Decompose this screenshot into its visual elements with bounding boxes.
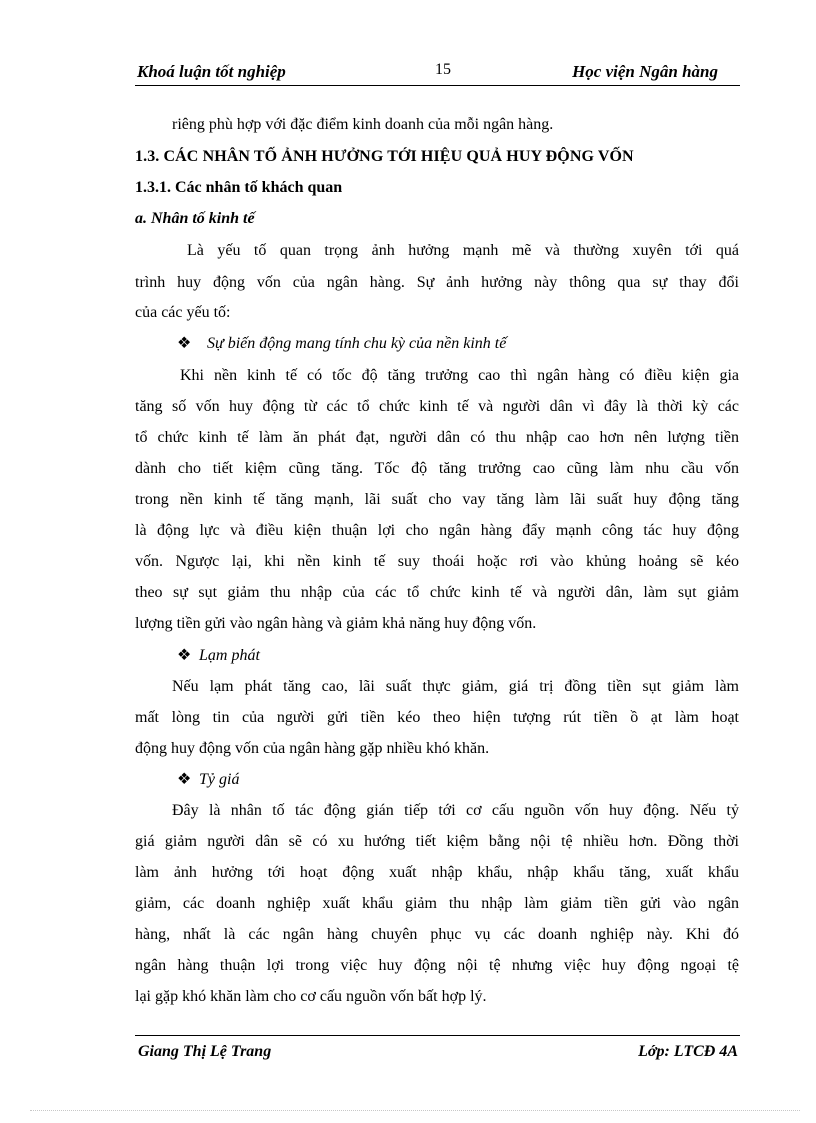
paragraph-line: dành cho tiết kiệm cũng tăng. Tốc độ tăng trưởng cao cũng làm nhu cầu vốn: [135, 460, 739, 477]
page-number: 15: [435, 61, 451, 78]
footer-rule: [135, 1035, 740, 1036]
header-thesis-title: Khoá luận tốt nghiệp: [137, 62, 286, 81]
footer-class: Lớp: LTCĐ 4A: [638, 1043, 738, 1060]
paragraph-line: lại gặp khó khăn làm cho cơ cấu nguồn vốn bất hợp lý.: [135, 988, 487, 1005]
page-footer: [135, 1043, 740, 1067]
paragraph-line: riêng phù hợp với đặc điểm kinh doanh của mỗi ngân hàng.: [172, 116, 554, 133]
header-rule: [135, 85, 740, 86]
paragraph-line: Khi nền kinh tế có tốc độ tăng trưởng cao thì ngân hàng có điều kiện gia: [180, 367, 739, 384]
bullet-text: Tỷ giá: [199, 771, 240, 788]
paragraph-line: Nếu lạm phát tăng cao, lãi suất thực giảm, giá trị đồng tiền sụt giảm làm: [172, 678, 739, 695]
subsubsection-heading: a. Nhân tố kinh tế: [135, 210, 255, 227]
subsection-heading: 1.3.1. Các nhân tố khách quan: [135, 179, 343, 196]
paragraph-line: giá giảm người dân sẽ có xu hướng tiết kiệm bằng nội tệ nhiều hơn. Đồng thời: [135, 833, 739, 850]
paragraph-line: tăng số vốn huy động từ các tổ chức kinh tế và người dân vì đây là thời kỳ các: [135, 398, 739, 415]
paragraph-line: tổ chức kinh tế làm ăn phát đạt, người dân có thu nhập cao hơn nên lượng tiền: [135, 429, 739, 446]
section-heading: 1.3. CÁC NHÂN TỐ ẢNH HƯỞNG TỚI HIỆU QUẢ HUY ĐỘNG VỐN: [135, 148, 634, 165]
paragraph-line: Đây là nhân tố tác động gián tiếp tới cơ cấu nguồn vốn huy động. Nếu tỷ: [172, 802, 739, 819]
paragraph-line: Là yếu tố quan trọng ảnh hưởng mạnh mẽ và thường xuyên tới quá: [187, 242, 739, 259]
page-header: [135, 58, 740, 86]
bullet-item: [177, 646, 260, 666]
bullet-item: [177, 334, 506, 354]
diamond-bullet-icon: ❖: [177, 647, 192, 664]
paragraph-line: trong nền kinh tế tăng mạnh, lãi suất cho vay tăng làm lãi suất huy động tăng: [135, 491, 739, 508]
paragraph-line: làm ảnh hưởng tới hoạt động xuất nhập khẩu, nhập khẩu tăng, xuất khẩu: [135, 864, 739, 881]
paragraph-line: hàng, nhất là các ngân hàng chuyên phục vụ các doanh nghiệp này. Khi đó: [135, 926, 739, 943]
diamond-bullet-icon: ❖: [177, 335, 192, 352]
bullet-item: [177, 770, 239, 790]
paragraph-line: động huy động vốn của ngân hàng gặp nhiều khó khăn.: [135, 740, 490, 757]
paragraph-line: mất lòng tin của người gửi tiền kéo theo hiện tượng rút tiền ồ ạt làm hoạt: [135, 709, 739, 726]
diamond-bullet-icon: ❖: [177, 771, 192, 788]
header-institution: Học viện Ngân hàng: [572, 62, 718, 81]
paragraph-line: theo sự sụt giảm thu nhập của các tổ chức kinh tế và người dân, làm sụt giảm: [135, 584, 739, 601]
bullet-text: Sự biến động mang tính chu kỳ của nền kinh tế: [207, 335, 507, 352]
footer-author: Giang Thị Lệ Trang: [138, 1043, 272, 1060]
page-bottom-dotted-line: [30, 1110, 800, 1111]
paragraph-line: trình huy động vốn của ngân hàng. Sự ảnh hưởng này thông qua sự thay đổi: [135, 274, 739, 291]
paragraph-line: giảm, các doanh nghiệp xuất khẩu giảm thu nhập làm giảm tiền gửi vào ngân: [135, 895, 739, 912]
paragraph-line: là động lực và điều kiện thuận lợi cho ngân hàng đẩy mạnh công tác huy động: [135, 522, 739, 539]
paragraph-line: lượng tiền gửi vào ngân hàng và giảm khả năng huy động vốn.: [135, 615, 537, 632]
paragraph-line: vốn. Ngược lại, khi nền kinh tế suy thoái hoặc rơi vào khủng hoảng sẽ kéo: [135, 553, 739, 570]
paragraph-line: ngân hàng thuận lợi trong việc huy động nội tệ nhưng việc huy động ngoại tệ: [135, 957, 739, 974]
bullet-text: Lạm phát: [199, 647, 260, 664]
paragraph-line: của các yếu tố:: [135, 304, 231, 321]
